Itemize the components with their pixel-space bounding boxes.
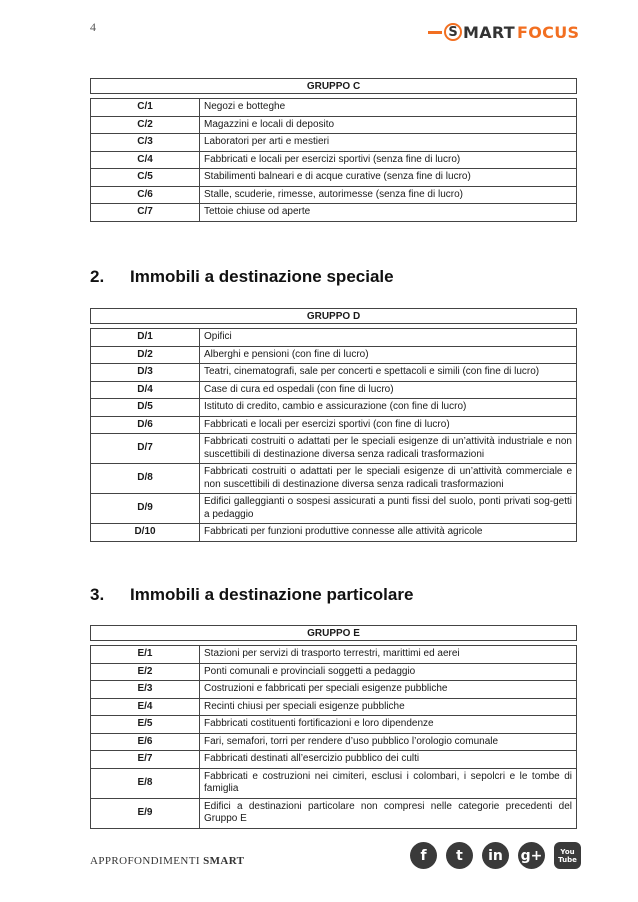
table-row bbox=[91, 99, 577, 117]
category-code: D/6 bbox=[91, 416, 200, 434]
section-3-text: Immobili a destinazione particolare bbox=[130, 585, 414, 604]
section-2-title bbox=[90, 267, 394, 287]
smartfocus-logo bbox=[428, 20, 579, 44]
category-code: D/10 bbox=[91, 524, 200, 542]
category-description: Laboratori per arti e mestieri bbox=[200, 134, 577, 152]
category-code: D/8 bbox=[91, 464, 200, 494]
category-description: Opifici bbox=[200, 329, 577, 347]
youtube-icon[interactable]: You Tube bbox=[554, 842, 581, 869]
table-row bbox=[91, 186, 577, 204]
table-row bbox=[91, 434, 577, 464]
category-description: Fabbricati e locali per esercizi sportivi (con fine di lucro) bbox=[200, 416, 577, 434]
table-row bbox=[91, 524, 577, 542]
category-code: D/4 bbox=[91, 381, 200, 399]
table-row bbox=[91, 329, 577, 347]
category-code: C/2 bbox=[91, 116, 200, 134]
section-2-number: 2. bbox=[90, 267, 105, 286]
category-description: Stazioni per servizi di trasporto terrestri, marittimi ed aerei bbox=[200, 646, 577, 664]
category-code: E/7 bbox=[91, 751, 200, 769]
table-row bbox=[91, 169, 577, 187]
category-description: Recinti chiusi per speciali esigenze pubbliche bbox=[200, 698, 577, 716]
category-description: Fabbricati e locali per esercizi sportivi (senza fine di lucro) bbox=[200, 151, 577, 169]
category-code: C/4 bbox=[91, 151, 200, 169]
section-2-text: Immobili a destinazione speciale bbox=[130, 267, 394, 286]
table-row bbox=[91, 399, 577, 417]
linkedin-icon[interactable]: in bbox=[482, 842, 509, 869]
logo-focus-text: FOCUS bbox=[517, 22, 580, 42]
table-row bbox=[91, 364, 577, 382]
table-row bbox=[91, 381, 577, 399]
group-e-header: GRUPPO E bbox=[90, 625, 577, 641]
category-code: D/7 bbox=[91, 434, 200, 464]
category-description: Fabbricati costruiti o adattati per le speciali esigenze di un’attività commerciale e non suscettibili di destinazione diversa senza radicali trasformazioni bbox=[200, 464, 577, 494]
category-code: E/8 bbox=[91, 768, 200, 798]
table-row bbox=[91, 646, 577, 664]
category-code: E/9 bbox=[91, 798, 200, 828]
group-e-table bbox=[90, 645, 577, 829]
category-description: Stabilimenti balneari e di acque curative (senza fine di lucro) bbox=[200, 169, 577, 187]
group-c-header: GRUPPO C bbox=[90, 78, 577, 94]
footer-label: APPROFONDIMENTI bbox=[90, 855, 200, 867]
twitter-icon[interactable]: t bbox=[446, 842, 473, 869]
table-row bbox=[91, 768, 577, 798]
category-code: E/6 bbox=[91, 733, 200, 751]
category-description: Istituto di credito, cambio e assicurazione (con fine di lucro) bbox=[200, 399, 577, 417]
category-description: Fabbricati e costruzioni nei cimiteri, esclusi i colombari, i sepolcri e le tombe di famiglia bbox=[200, 768, 577, 798]
category-description: Fabbricati costituenti fortificazioni e loro dipendenze bbox=[200, 716, 577, 734]
category-code: E/5 bbox=[91, 716, 200, 734]
table-row bbox=[91, 346, 577, 364]
category-description: Alberghi e pensioni (con fine di lucro) bbox=[200, 346, 577, 364]
facebook-icon[interactable]: f bbox=[410, 842, 437, 869]
googleplus-icon[interactable]: g+ bbox=[518, 842, 545, 869]
category-code: D/9 bbox=[91, 494, 200, 524]
logo-s-circle: S bbox=[444, 23, 462, 41]
category-description: Magazzini e locali di deposito bbox=[200, 116, 577, 134]
table-row bbox=[91, 733, 577, 751]
page-number: 4 bbox=[90, 20, 96, 34]
category-code: D/2 bbox=[91, 346, 200, 364]
table-row bbox=[91, 116, 577, 134]
group-d-header: GRUPPO D bbox=[90, 308, 577, 324]
category-code: C/7 bbox=[91, 204, 200, 222]
category-code: C/3 bbox=[91, 134, 200, 152]
section-3-title bbox=[90, 585, 413, 605]
table-row bbox=[91, 798, 577, 828]
category-description: Ponti comunali e provinciali soggetti a pedaggio bbox=[200, 663, 577, 681]
table-row bbox=[91, 698, 577, 716]
category-description: Fari, semafori, torri per rendere d’uso pubblico l’orologio comunale bbox=[200, 733, 577, 751]
table-row bbox=[91, 751, 577, 769]
category-code: E/4 bbox=[91, 698, 200, 716]
logo-smart-text: MART bbox=[463, 22, 516, 42]
category-description: Fabbricati destinati all’esercizio pubblico dei culti bbox=[200, 751, 577, 769]
category-description: Fabbricati costruiti o adattati per le speciali esigenze di un’attività industriale e non suscettibili di destinazione diversa senza radicali trasformazioni bbox=[200, 434, 577, 464]
category-code: E/3 bbox=[91, 681, 200, 699]
footer-label-bold: SMART bbox=[203, 855, 245, 867]
table-row bbox=[91, 134, 577, 152]
category-code: D/1 bbox=[91, 329, 200, 347]
table-row bbox=[91, 204, 577, 222]
table-row bbox=[91, 464, 577, 494]
category-description: Case di cura ed ospedali (con fine di lucro) bbox=[200, 381, 577, 399]
category-description: Edifici galleggianti o sospesi assicurati a punti fissi del suolo, ponti privati sog-getti a pedaggio bbox=[200, 494, 577, 524]
category-code: C/1 bbox=[91, 99, 200, 117]
table-row bbox=[91, 716, 577, 734]
category-description: Teatri, cinematografi, sale per concerti e spettacoli e simili (con fine di lucro) bbox=[200, 364, 577, 382]
section-3-number: 3. bbox=[90, 585, 105, 604]
category-description: Edifici a destinazioni particolare non compresi nelle categorie precedenti del Gruppo E bbox=[200, 798, 577, 828]
category-code: D/5 bbox=[91, 399, 200, 417]
table-row bbox=[91, 663, 577, 681]
category-code: D/3 bbox=[91, 364, 200, 382]
social-links bbox=[410, 842, 581, 869]
table-row bbox=[91, 494, 577, 524]
category-description: Negozi e botteghe bbox=[200, 99, 577, 117]
category-description: Stalle, scuderie, rimesse, autorimesse (senza fine di lucro) bbox=[200, 186, 577, 204]
table-row bbox=[91, 416, 577, 434]
category-code: E/1 bbox=[91, 646, 200, 664]
category-code: C/5 bbox=[91, 169, 200, 187]
category-description: Tettoie chiuse od aperte bbox=[200, 204, 577, 222]
table-row bbox=[91, 681, 577, 699]
table-row bbox=[91, 151, 577, 169]
logo-dash bbox=[428, 31, 442, 34]
group-d-table bbox=[90, 328, 577, 542]
group-c-table bbox=[90, 98, 577, 222]
footer-text bbox=[90, 855, 244, 867]
category-code: C/6 bbox=[91, 186, 200, 204]
category-code: E/2 bbox=[91, 663, 200, 681]
category-description: Costruzioni e fabbricati per speciali esigenze pubbliche bbox=[200, 681, 577, 699]
category-description: Fabbricati per funzioni produttive connesse alle attività agricole bbox=[200, 524, 577, 542]
